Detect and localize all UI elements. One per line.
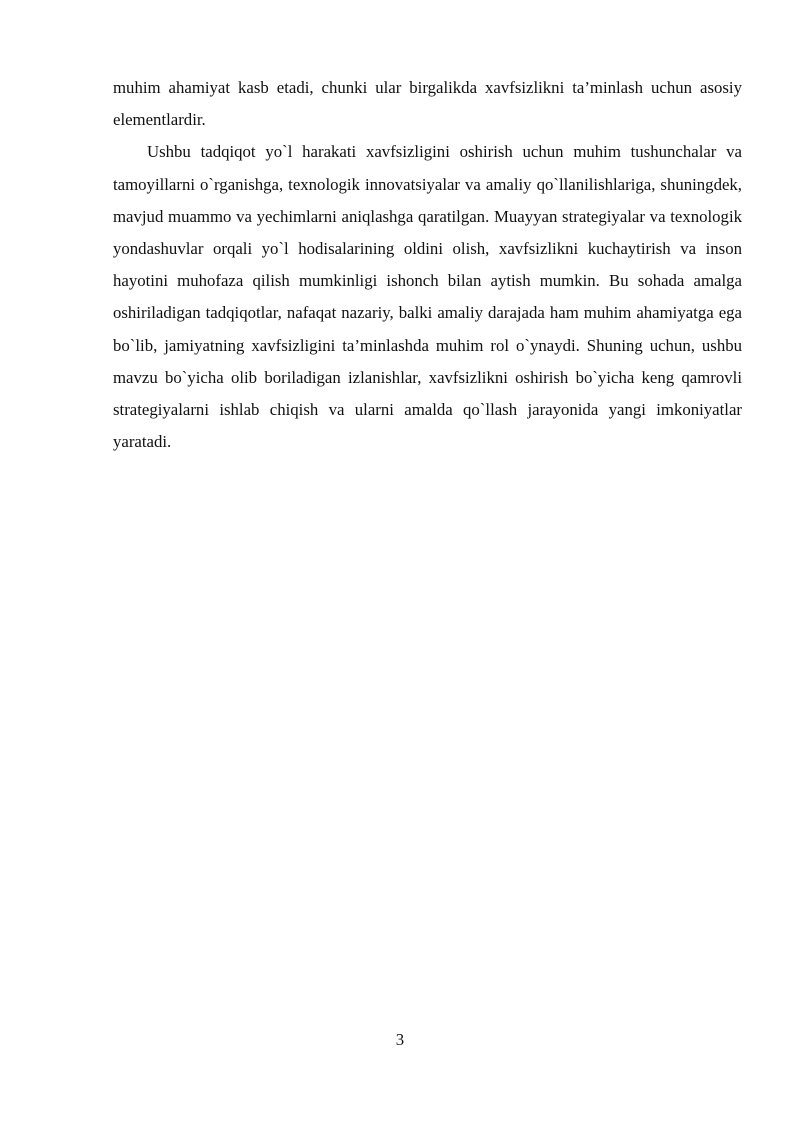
page-number: 3 [395, 1030, 405, 1049]
body-text [113, 72, 742, 458]
paragraph-main: Ushbu tadqiqot yo`l harakati xavfsizligini oshirish uchun muhim tushunchalar va tamoyillarni o`rganishga, texnologik innovatsiyalar va amaliy qo`llanilishlariga, shuningdek, mavjud muammo va yechimlarni aniqlashga qaratilgan. Muayyan strategiyalar va texnologik yondashuvlar orqali yo`l hodisalarining oldini olish, xavfsizlikni kuchaytirish va inson hayotini muhofaza qilish mumkinligi ishonch bilan aytish mumkin. Bu sohada amalga oshiriladigan tadqiqotlar, nafaqat nazariy, balki amaliy darajada ham muhim ahamiyatga ega bo`lib, jamiyatning xavfsizligini ta’minlashda muhim rol o`ynaydi. Shuning uchun, ushbu mavzu bo`yicha olib boriladigan izlanishlar, xavfsizlikni oshirish bo`yicha keng qamrovli strategiyalarni ishlab chiqish va ularni amalda qo`llash jarayonida yangi imkoniyatlar yaratadi. [113, 142, 742, 452]
paragraph-continuation: muhim ahamiyat kasb etadi, chunki ular birgalikda xavfsizlikni ta’minlash uchun asosiy elementlardir. [113, 78, 742, 130]
